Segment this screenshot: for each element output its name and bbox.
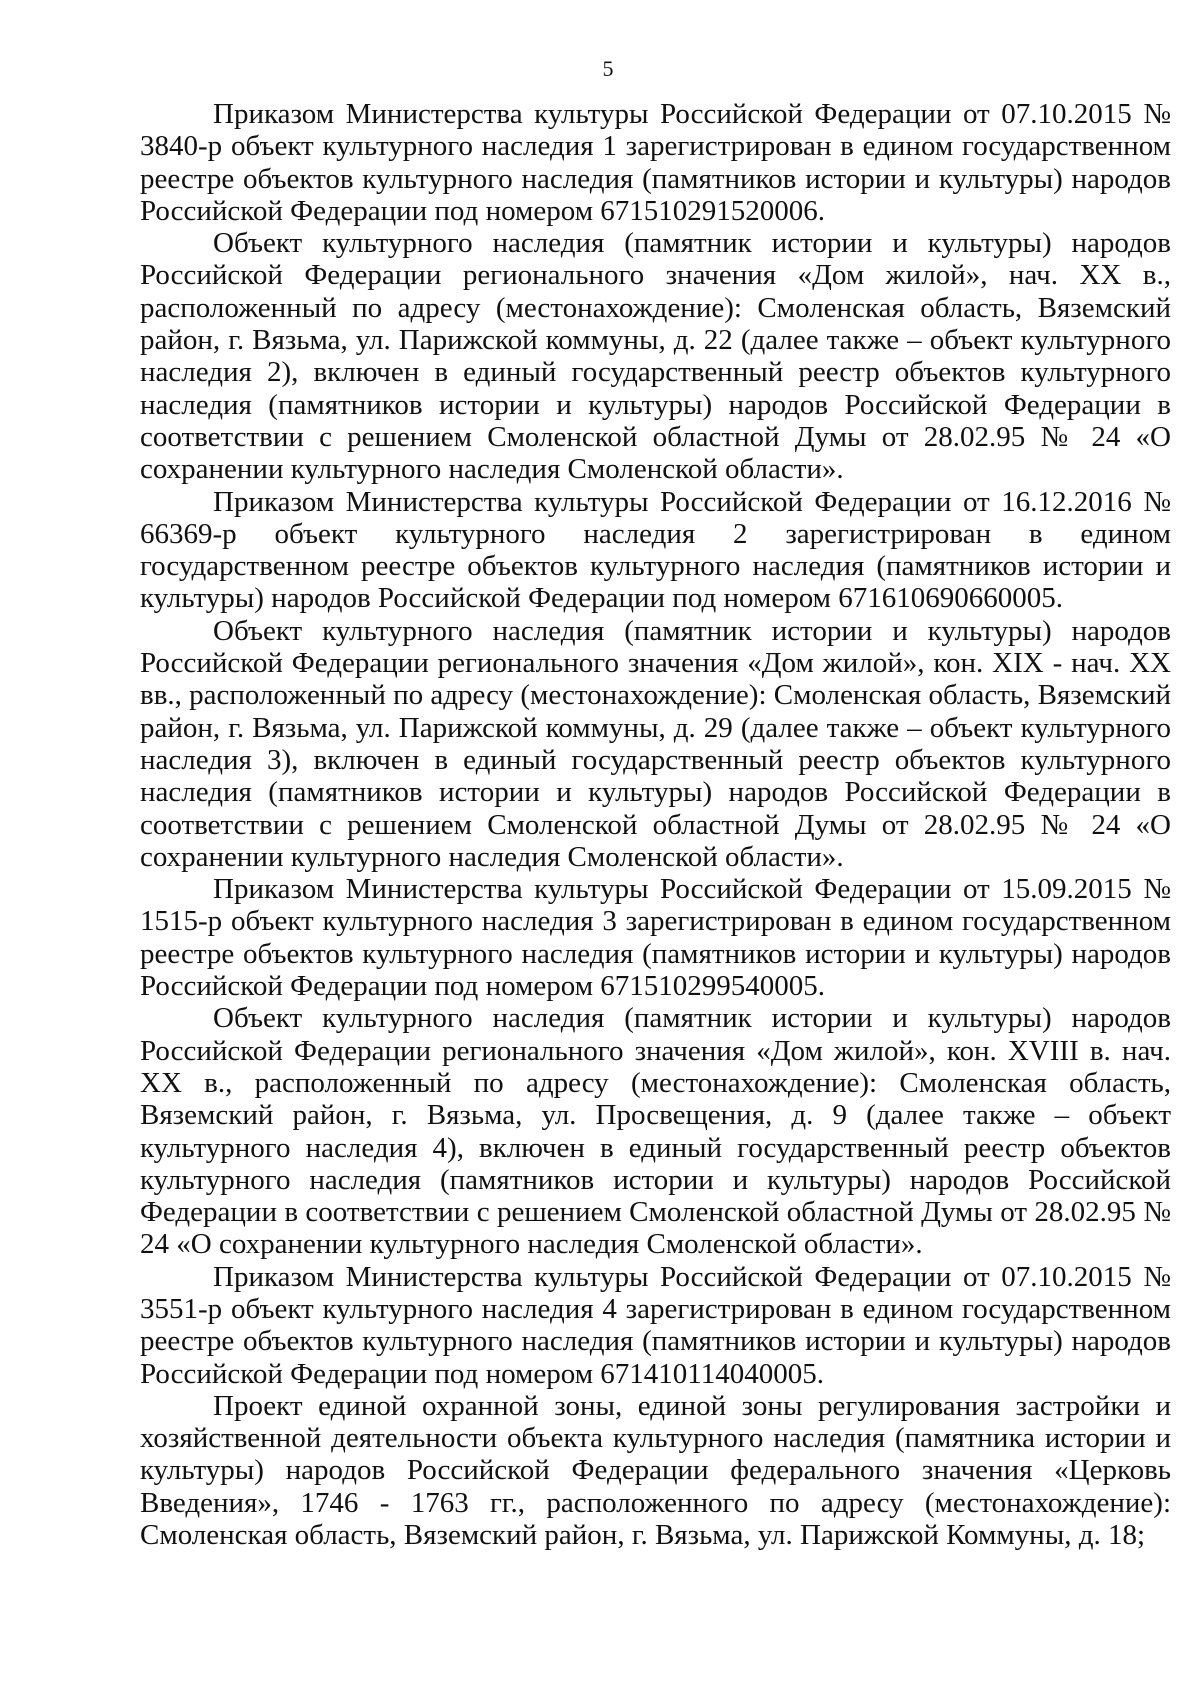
- page-number: 5: [602, 56, 614, 81]
- paragraph-object-4-description: Объект культурного наследия (памятник истории и культуры) народов Российской Федерации регионального значения «Дом жилой», кон. XVIII в. нач. XX в., расположенный по адресу (местонахождение): Смоленская область, Вяземский район, г. Вязьма, ул. Просвещения, д. 9 (далее также – объект культурного наследия 4), включен в единый государственный реестр объектов культурного наследия (памятников истории и культуры) народов Российской Федерации в соответствии с решением Смоленской областной Думы от 28.02.95 № 24 «О сохранении культурного наследия Смоленской области».: [140, 1002, 1171, 1261]
- paragraph-object-2-description: Объект культурного наследия (памятник истории и культуры) народов Российской Федерации регионального значения «Дом жилой», нач. XX в., расположенный по адресу (местонахождение): Смоленская область, Вяземский район, г. Вязьма, ул. Парижской коммуны, д. 22 (далее также – объект культурного наследия 2), включен в единый государственный реестр объектов культурного наследия (памятников истории и культуры) народов Российской Федерации в соответствии с решением Смоленской областной Думы от 28.02.95 № 24 «О сохранении культурного наследия Смоленской области».: [140, 227, 1171, 486]
- paragraph-registration-object-4: Приказом Министерства культуры Российской Федерации от 07.10.2015 № 3551-р объект культурного наследия 4 зарегистрирован в едином государственном реестре объектов культурного наследия (памятников истории и культуры) народов Российской Федерации под номером 671410114040005.: [140, 1260, 1171, 1390]
- paragraph-registration-object-3: Приказом Министерства культуры Российской Федерации от 15.09.2015 № 1515-р объект культурного наследия 3 зарегистрирован в едином государственном реестре объектов культурного наследия (памятников истории и культуры) народов Российской Федерации под номером 671510299540005.: [140, 873, 1171, 1003]
- paragraph-registration-object-2: Приказом Министерства культуры Российской Федерации от 16.12.2016 № 66369-р объект культурного наследия 2 зарегистрирован в едином государственном реестре объектов культурного наследия (памятников истории и культуры) народов Российской Федерации под номером 671610690660005.: [140, 485, 1171, 615]
- document-body: [140, 98, 1171, 1551]
- paragraph-protection-zone-project: Проект единой охранной зоны, единой зоны регулирования застройки и хозяйственной деятельности объекта культурного наследия (памятника истории и культуры) народов Российской Федерации федерального значения «Церковь Введения», 1746 - 1763 гг., расположенного по адресу (местонахождение): Смоленская область, Вяземский район, г. Вязьма, ул. Парижской Коммуны, д. 18;: [140, 1389, 1171, 1552]
- paragraph-registration-object-1: Приказом Министерства культуры Российской Федерации от 07.10.2015 № 3840-р объект культурного наследия 1 зарегистрирован в едином государственном реестре объектов культурного наследия (памятников истории и культуры) народов Российской Федерации под номером 671510291520006.: [140, 98, 1171, 227]
- paragraph-object-3-description: Объект культурного наследия (памятник истории и культуры) народов Российской Федерации регионального значения «Дом жилой», кон. XIX - нач. XX вв., расположенный по адресу (местонахождение): Смоленская область, Вяземский район, г. Вязьма, ул. Парижской коммуны, д. 29 (далее также – объект культурного наследия 3), включен в единый государственный реестр объектов культурного наследия (памятников истории и культуры) народов Российской Федерации в соответствии с решением Смоленской областной Думы от 28.02.95 № 24 «О сохранении культурного наследия Смоленской области».: [140, 614, 1171, 873]
